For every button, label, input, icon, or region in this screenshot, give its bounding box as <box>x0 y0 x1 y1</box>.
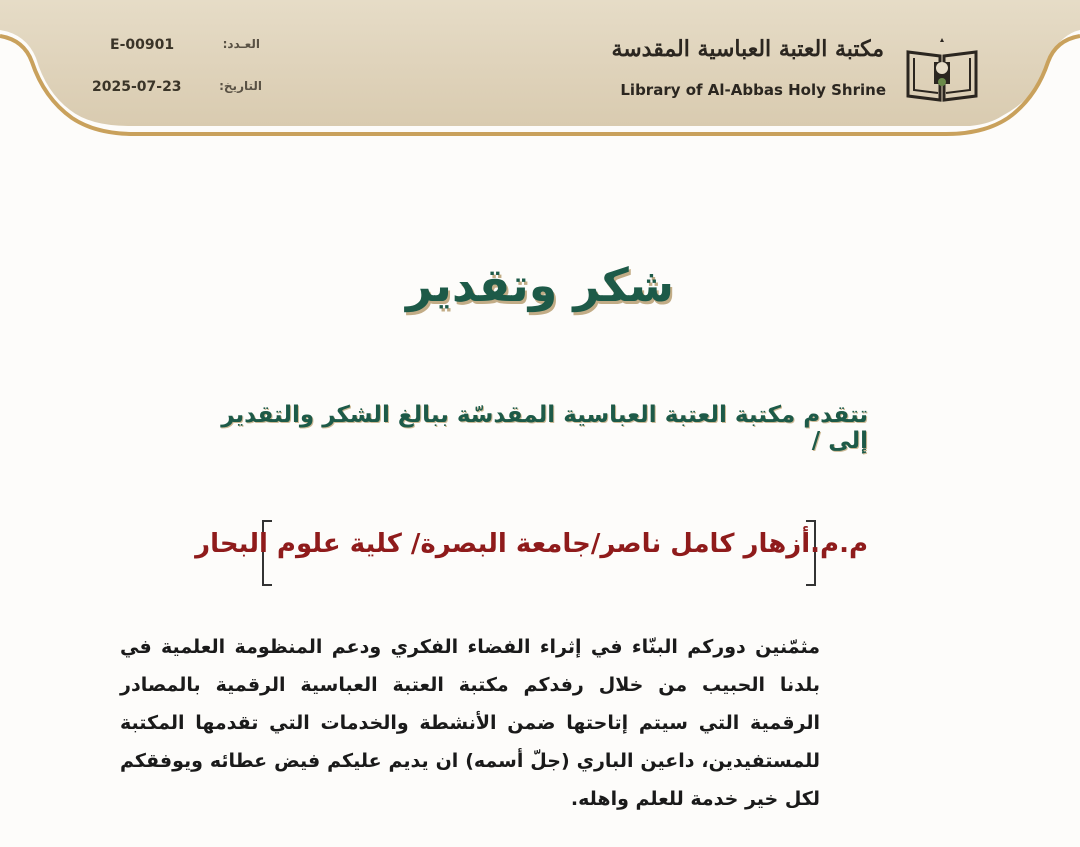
logo-arabic-text: مكتبة العتبة العباسية المقدسة <box>611 36 884 62</box>
document-number <box>110 37 260 59</box>
certificate-body: مثمّنين دوركم البنّاء في إثراء الفضاء الفكري ودعم المنظومة العلمية في بلدنا الحبيب من خلال رفدكم مكتبة العتبة العباسية الرقمية بالمصادر الرقمية التي سيتم إتاحتها ضمن الأنشطة والخدمات التي تقدمها المكتبة للمستفيدين، داعين الباري (جلّ أسمه) ان يديم عليكم فيض عطائه ويوفقكم لكل خير خدمة للعلم واهله. <box>120 636 820 810</box>
certificate-title: شكر وتقدير <box>405 258 675 312</box>
book-emblem-icon <box>904 38 980 102</box>
date-value: 2025-07-23 <box>92 79 182 95</box>
date-label: التاريخ: <box>219 79 262 93</box>
recipient-name: م.م.أزهار كامل ناصر/جامعة البصرة/ كلية علوم البحار <box>195 529 868 559</box>
header-band <box>0 0 1080 150</box>
logo-english-text: Library of Al-Abbas Holy Shrine <box>620 81 886 99</box>
library-logo <box>604 34 984 106</box>
number-value: E-00901 <box>110 37 175 53</box>
number-label: العـدد: <box>222 37 260 51</box>
document-date <box>92 79 262 101</box>
certificate-subtitle: تتقدم مكتبة العتبة العباسية المقدسّة ببالغ الشكر والتقدير إلى / <box>221 402 868 454</box>
